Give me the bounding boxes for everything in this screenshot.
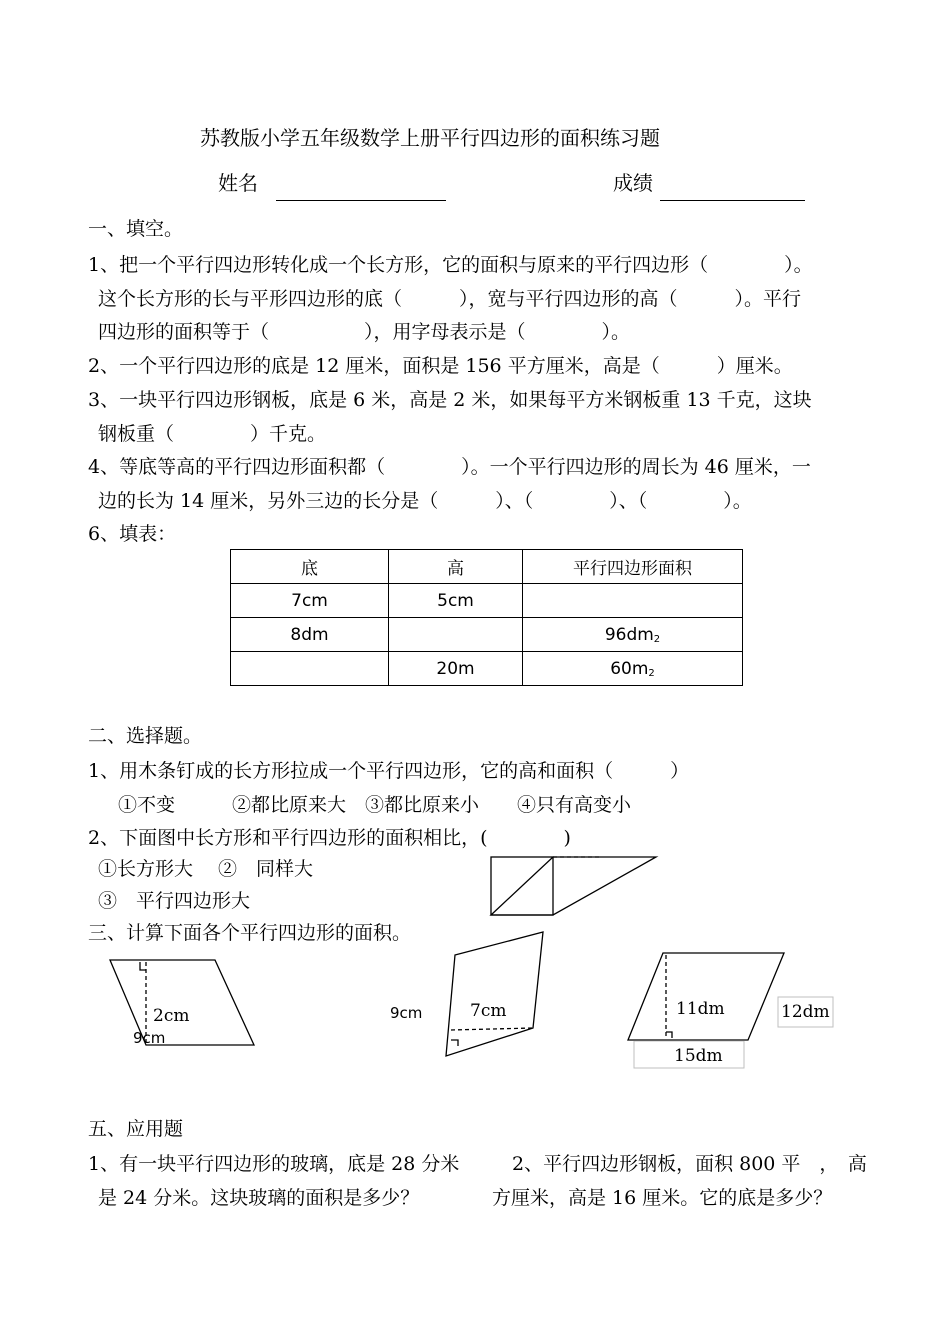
fig2-height-label: 7cm: [470, 1001, 507, 1021]
figure3-parallelogram: [628, 953, 784, 1040]
fig3-base-label: 15dm: [674, 1046, 723, 1066]
s2-q1: 1、用木条钉成的长方形拉成一个平行四边形，它的高和面积（ ）: [88, 760, 690, 782]
right-angle-mark: [451, 1040, 458, 1046]
right-angle-mark: [140, 962, 146, 970]
s1-q4-line2: 边的长为 14 厘米，另外三边的长分是（ ）、（ ）、（ ）。: [98, 490, 752, 512]
table-cell: 20m: [389, 652, 523, 686]
name-label: 姓名: [218, 171, 258, 195]
s2-q2: 2、下面图中长方形和平行四边形的面积相比，( ): [88, 827, 571, 849]
s1-q1-line3: 四边形的面积等于（ ），用字母表示是（ ）。: [98, 321, 631, 343]
s1-q6: 6、填表：: [88, 523, 177, 545]
s1-q1-line1: 1、把一个平行四边形转化成一个长方形，它的面积与原来的平行四边形（ ）。: [88, 254, 813, 276]
page-title: 苏教版小学五年级数学上册平行四边形的面积练习题: [200, 126, 660, 150]
table-cell: 5cm: [389, 584, 523, 618]
fig1-height-label: 2cm: [153, 1006, 190, 1026]
fig1-base-label: 9cm: [133, 1029, 166, 1047]
table-header-cell: 高: [389, 550, 523, 584]
table-cell: 7cm: [231, 584, 389, 618]
s1-q1-line2: 这个长方形的长与平形四边形的底（ ），宽与平行四边形的高（ ）。平行: [98, 288, 802, 310]
section1-heading: 一、填空。: [88, 218, 184, 240]
fig2-side-label: 9cm: [390, 1004, 423, 1022]
table-header-cell: 底: [231, 550, 389, 584]
figure2-height-line: [451, 1028, 533, 1030]
section3-heading: 三、计算下面各个平行四边形的面积。: [88, 922, 412, 944]
right-angle-mark: [666, 1032, 672, 1038]
fig3-height-label: 11dm: [676, 999, 725, 1019]
figure2-parallelogram: [446, 932, 543, 1056]
s2-q1-options: ①不变 ②都比原来大 ③都比原来小 ④只有高变小: [118, 794, 632, 816]
fig3-side-label: 12dm: [781, 1002, 830, 1022]
section2-heading: 二、选择题。: [88, 725, 203, 747]
figure1-parallelogram: [110, 960, 254, 1045]
s5-q2-line1: 2、平行四边形钢板，面积 800 平 ， 高: [512, 1153, 867, 1175]
s1-q3-line1: 3、一块平行四边形钢板，底是 6 米，高是 2 米，如果每平方米钢板重 13 千克，这块: [88, 389, 812, 411]
s2-q2-option1: ①长方形大 ② 同样大: [98, 858, 314, 880]
s1-q3-line2: 钢板重（ ）千克。: [98, 423, 327, 445]
s5-q2-line2: 方厘米，高是 16 厘米。它的底是多少？: [492, 1187, 833, 1209]
area-value: 96dm: [604, 624, 654, 645]
table-header-cell: 平行四边形面积: [523, 550, 743, 584]
s2-q2-option2: ③ 平行四边形大: [98, 890, 251, 912]
area-unit-sup: 2: [653, 633, 661, 645]
score-label: 成绩: [613, 171, 653, 195]
s1-q2: 2、一个平行四边形的底是 12 厘米，面积是 156 平方厘米，高是（ ）厘米。: [88, 355, 793, 377]
area-unit-sup: 2: [648, 667, 655, 679]
section5-heading: 五、应用题: [88, 1118, 184, 1140]
s1-q4-line1: 4、等底等高的平行四边形面积都（ ）。一个平行四边形的周长为 46 厘米，一: [88, 456, 811, 478]
area-value: 60m: [610, 658, 649, 679]
table-cell: 8dm: [231, 618, 389, 652]
s5-q1-line2: 是 24 分米。这块玻璃的面积是多少？: [98, 1187, 420, 1209]
s5-q1-line1: 1、有一块平行四边形的玻璃，底是 28 分米: [88, 1153, 460, 1175]
